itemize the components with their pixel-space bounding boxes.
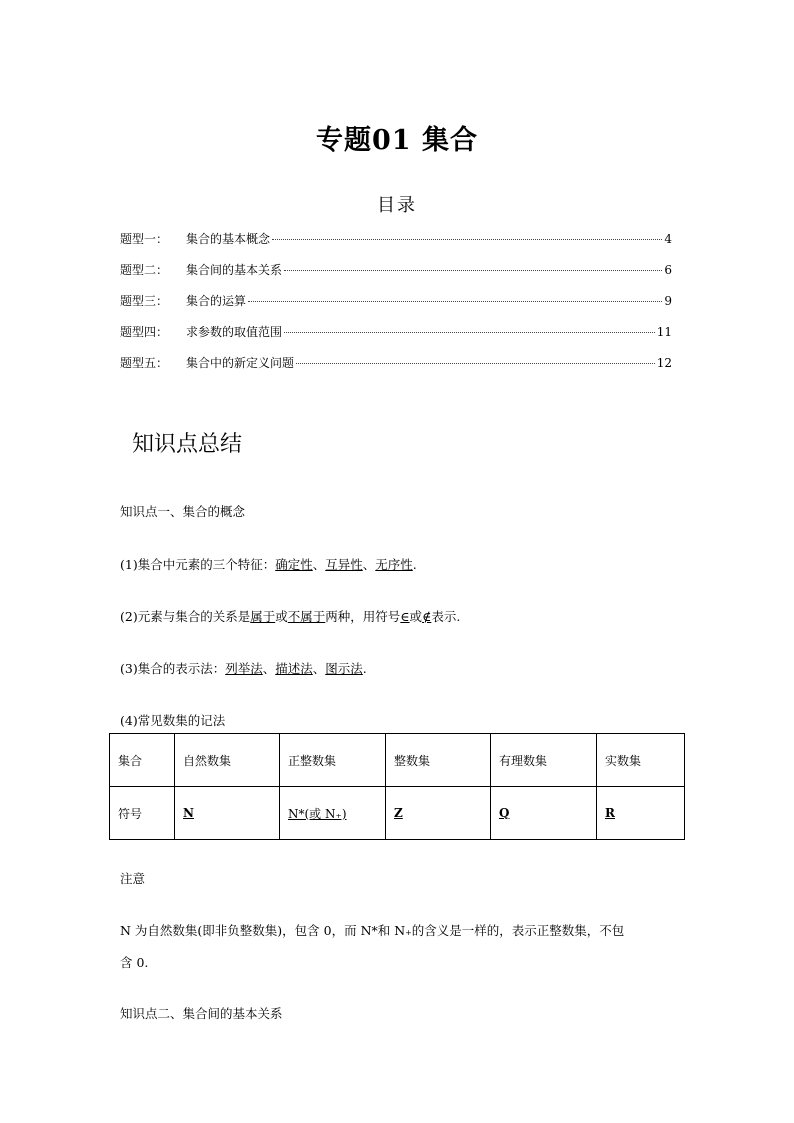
toc-entry-name: 集合的基本概念	[186, 232, 271, 246]
toc-dot-leader	[272, 239, 662, 240]
toc-dot-leader	[248, 301, 662, 302]
table-row	[110, 734, 685, 787]
element-of-symbol: ∈	[400, 609, 410, 624]
p3-term-2: 描述法	[275, 661, 313, 676]
p2-or: 或	[409, 609, 423, 624]
number-sets-table	[109, 733, 685, 840]
toc-dot-leader	[284, 270, 662, 271]
toc-entry-type: 题型三：	[120, 294, 169, 308]
kp1-paragraph-2	[120, 607, 460, 625]
p1-sep-1: 、	[312, 557, 326, 572]
p3-term-3: 图示法	[325, 661, 363, 676]
p3-sep-1: 、	[262, 661, 276, 676]
p1-prefix: (1)集合中元素的三个特征：	[120, 557, 276, 572]
table-cell: 自然数集	[175, 734, 280, 787]
p1-end: .	[412, 557, 417, 572]
toc-entry-name: 集合间的基本关系	[186, 263, 283, 277]
p2-mid: 或	[275, 609, 288, 624]
table-cell	[280, 787, 386, 840]
toc-entry-type: 题型二：	[120, 263, 169, 277]
toc-entry[interactable]	[120, 323, 672, 354]
toc-dot-leader	[296, 363, 655, 364]
p1-term-3: 无序性	[375, 557, 413, 572]
toc-entry-page: 9	[664, 294, 672, 308]
set-symbol: R	[605, 806, 615, 820]
p2-mid-2: 两种，用符号	[325, 609, 401, 624]
table-cell	[175, 787, 280, 840]
toc-entry-type: 题型一：	[120, 232, 169, 246]
table-cell: 有理数集	[491, 734, 597, 787]
toc-heading: 目录	[377, 195, 417, 216]
kp2-title: 知识点二、集合间的基本关系	[120, 1006, 283, 1021]
p3-term-1: 列举法	[225, 661, 263, 676]
toc-entry-type: 题型五：	[120, 356, 169, 370]
page-title: 专题01 集合	[316, 125, 478, 156]
set-symbol: Z	[394, 806, 403, 820]
note-label: 注意	[120, 871, 146, 886]
toc-entry-name: 集合的运算	[186, 294, 247, 308]
toc-entry[interactable]	[120, 261, 672, 292]
kp1-paragraph-1	[120, 555, 417, 573]
table-of-contents	[120, 230, 672, 385]
table-cell	[386, 787, 491, 840]
note-line-1: N 为自然数集(即非负整数集)，包含 0，而 N*和 N₊的含义是一样的，表示正整数集，不包	[120, 923, 625, 938]
toc-entry-page: 4	[664, 232, 672, 246]
toc-entry[interactable]	[120, 230, 672, 261]
toc-entry[interactable]	[120, 354, 672, 385]
p1-term-1: 确定性	[275, 557, 313, 572]
p2-prefix: (2)元素与集合的关系是	[120, 609, 251, 624]
toc-entry-page: 12	[656, 356, 672, 370]
table-cell: 实数集	[597, 734, 685, 787]
table-cell: 集合	[110, 734, 175, 787]
kp1-paragraph-3	[120, 659, 367, 677]
p3-sep-2: 、	[312, 661, 326, 676]
p2-end: 表示.	[431, 609, 461, 624]
set-symbol: N*(或 N₊)	[288, 806, 347, 821]
set-symbol: Q	[499, 806, 510, 820]
p3-end: .	[362, 661, 367, 676]
toc-entry[interactable]	[120, 292, 672, 323]
p3-prefix: (3)集合的表示法：	[120, 661, 226, 676]
toc-entry-name: 集合中的新定义问题	[186, 356, 295, 370]
toc-entry-name: 求参数的取值范围	[186, 325, 283, 339]
toc-dot-leader	[284, 332, 655, 333]
note-line-2: 含 0.	[120, 955, 149, 970]
set-symbol: N	[183, 806, 194, 820]
section-heading: 知识点总结	[132, 432, 243, 457]
table-row	[110, 787, 685, 840]
table-cell: 符号	[110, 787, 175, 840]
table-cell	[491, 787, 597, 840]
table-cell: 正整数集	[280, 734, 386, 787]
toc-entry-page: 6	[664, 263, 672, 277]
p1-sep-2: 、	[362, 557, 376, 572]
toc-entry-type: 题型四：	[120, 325, 169, 339]
p2-term-2: 不属于	[287, 609, 326, 624]
p1-term-2: 互异性	[325, 557, 363, 572]
kp1-paragraph-4: (4)常见数集的记法	[120, 713, 226, 728]
not-element-of-symbol: ∉	[422, 609, 432, 624]
table-cell	[597, 787, 685, 840]
p2-term-1: 属于	[250, 609, 276, 624]
kp1-title: 知识点一、集合的概念	[120, 504, 246, 519]
table-cell: 整数集	[386, 734, 491, 787]
toc-entry-page: 11	[656, 325, 672, 339]
